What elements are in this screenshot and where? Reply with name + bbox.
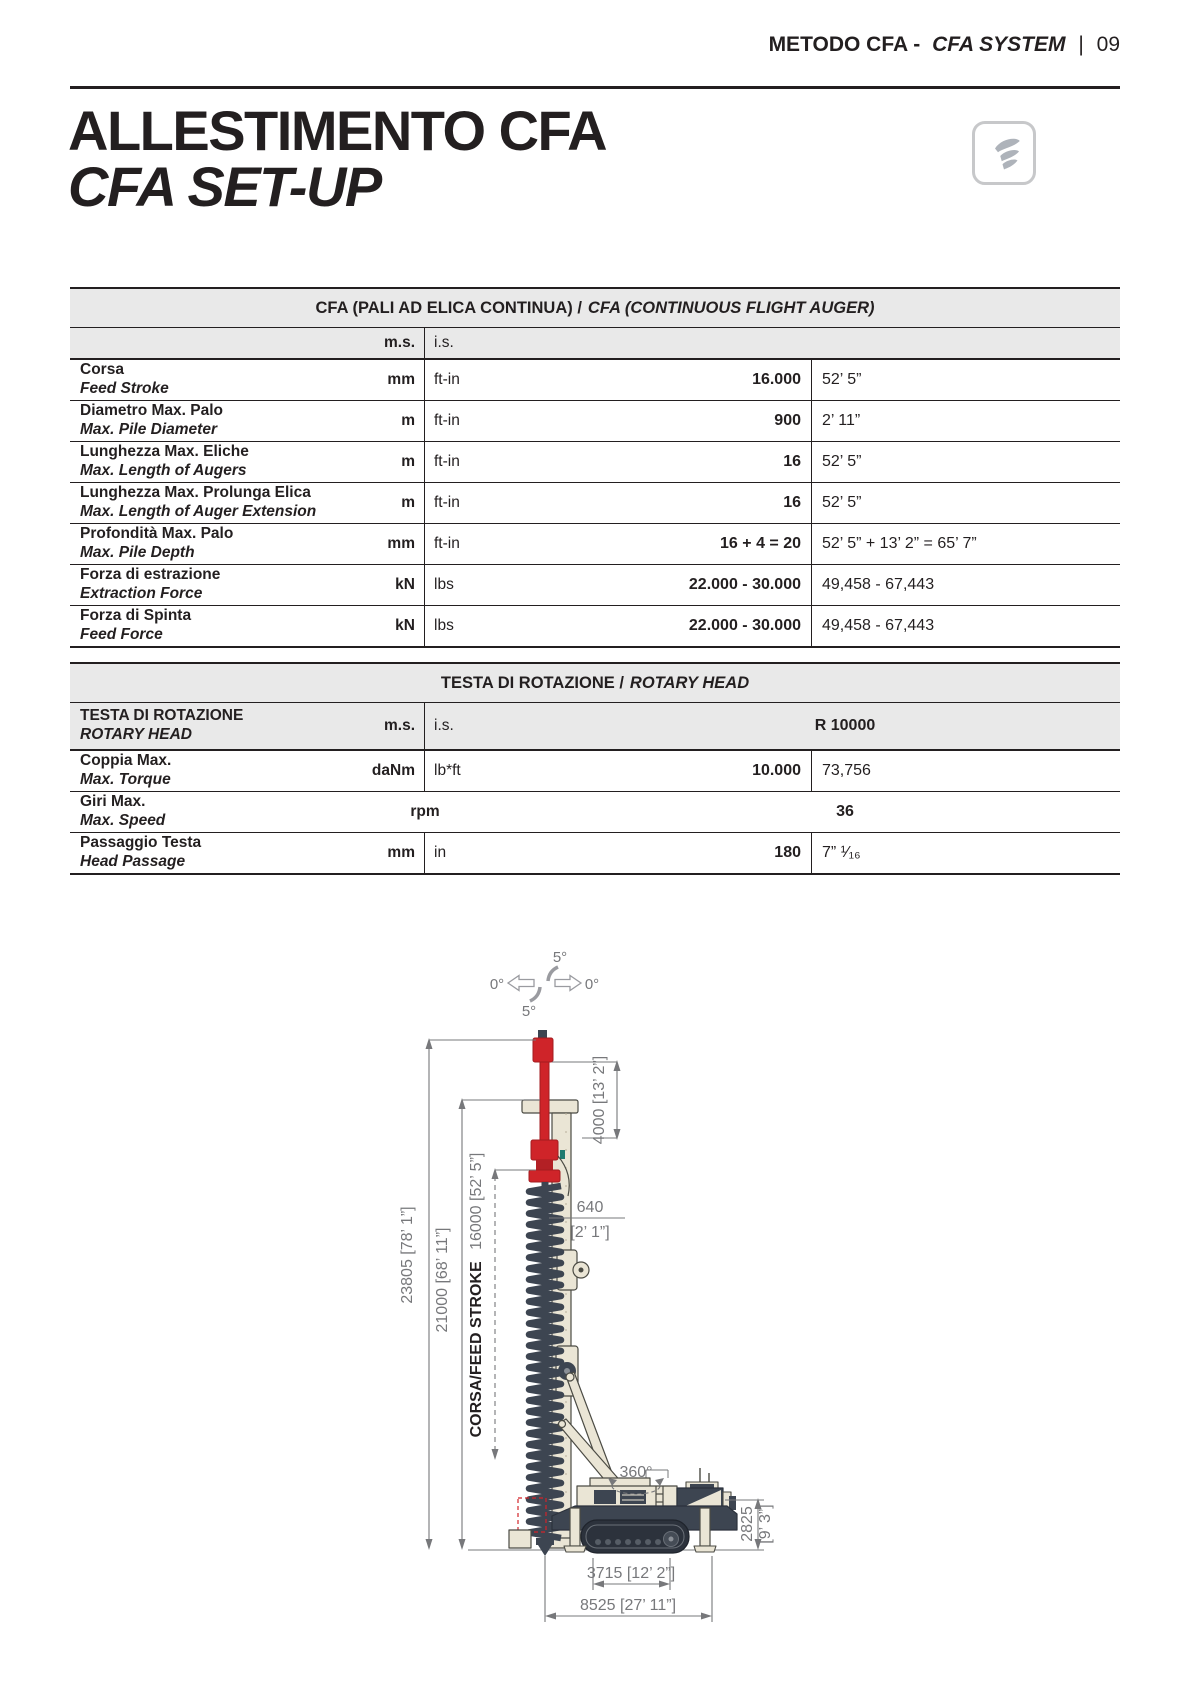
- is-unit: lbs: [424, 565, 500, 605]
- ms-value: 22.000 - 30.000: [688, 576, 801, 593]
- row-label-it: Coppia Max.: [80, 752, 172, 770]
- row-label-en: Max. Length of Augers: [80, 462, 247, 479]
- front-jack: [570, 1508, 580, 1546]
- table-row: [70, 792, 1120, 833]
- row-label-it: Corsa: [80, 361, 124, 379]
- is-unit: ft-in: [424, 360, 500, 400]
- rotary-table-title: [70, 664, 1120, 703]
- dim-feed-stroke: [468, 1153, 485, 1438]
- dim-auger-diameter-ftin: [2’ 1”]: [570, 1224, 610, 1241]
- is-unit: lbs: [424, 606, 500, 646]
- dim-auger-diameter-mm: 640: [576, 1199, 604, 1216]
- tilt-right-arrow-icon: [555, 976, 581, 991]
- header-rule: [70, 86, 1120, 89]
- header-divider: |: [1078, 33, 1084, 56]
- deck-vent: [620, 1490, 646, 1504]
- tilt-left-label: 0°: [489, 976, 505, 993]
- ms-unit: kN: [395, 576, 415, 593]
- tilt-right-label: 0°: [584, 976, 600, 993]
- ms-value: 16: [783, 453, 801, 470]
- table-row: [70, 606, 1120, 646]
- is-value: 52’ 5”: [811, 360, 1120, 400]
- sprocket-hub: [669, 1537, 674, 1542]
- row-label-en: Max. Speed: [80, 812, 166, 829]
- row-label-en: Head Passage: [80, 853, 186, 870]
- is-unit: ft-in: [424, 442, 500, 482]
- page-header: [769, 33, 1120, 57]
- is-value: 49,458 - 67,443: [811, 565, 1120, 605]
- merged-value: 36: [836, 803, 854, 820]
- ms-value: 16 + 4 = 20: [720, 535, 801, 552]
- ms-unit: kN: [395, 617, 415, 634]
- row-label-en: Extraction Force: [80, 585, 203, 602]
- rotary-sub-en: ROTARY HEAD: [80, 726, 192, 743]
- is-unit: in: [424, 833, 500, 873]
- ms-unit: m: [401, 453, 415, 470]
- ms-unit: daNm: [371, 762, 415, 779]
- row-label-it: Diametro Max. Palo: [80, 402, 223, 420]
- is-value: 52’ 5”: [811, 483, 1120, 523]
- page-title-line1: ALLESTIMENTO CFA: [68, 99, 607, 162]
- header-section-label-en: CFA SYSTEM: [932, 33, 1066, 56]
- table-row: [70, 524, 1120, 565]
- table-row: [70, 833, 1120, 873]
- auger-flights: [529, 1186, 561, 1538]
- row-label-en: Max. Torque: [80, 771, 171, 788]
- dim-overall-length: 8525 [27’ 11”]: [579, 1597, 677, 1614]
- dim-track-length: 3715 [12’ 2”]: [586, 1565, 676, 1582]
- is-unit: ft-in: [424, 401, 500, 441]
- dim-feed-stroke-value: 16000 [52’ 5”]: [468, 1152, 485, 1250]
- mast-top-red-column: [540, 1062, 549, 1142]
- front-jack-foot: [564, 1546, 586, 1552]
- rotary-table-title-it: TESTA DI ROTAZIONE /: [440, 673, 624, 692]
- ms-unit: mm: [387, 371, 415, 388]
- ms-unit: m: [401, 412, 415, 429]
- is-value: 7” ¹⁄₁₆: [811, 833, 1120, 873]
- header-section-label: METODO CFA -: [768, 33, 921, 56]
- table-row: [70, 565, 1120, 606]
- rotary-model: R 10000: [814, 717, 876, 734]
- rotary-sub-it: TESTA DI ROTAZIONE: [80, 707, 244, 725]
- tilt-left-arrow-icon: [508, 976, 534, 991]
- row-label-it: Giri Max.: [80, 793, 146, 811]
- merged-unit: rpm: [410, 803, 440, 820]
- rear-jack-foot: [694, 1546, 716, 1552]
- ms-value: 180: [774, 844, 801, 861]
- page-title-line2: CFA SET-UP: [68, 155, 381, 218]
- ms-value: 900: [774, 412, 801, 429]
- is-unit: ft-in: [424, 524, 500, 564]
- dim-feed-stroke-title: CORSA/FEED STROKE: [468, 1261, 485, 1438]
- is-unit: lb*ft: [424, 751, 500, 791]
- tilt-bottom-label: 5°: [521, 1003, 537, 1020]
- pulley-hub: [579, 1268, 584, 1273]
- is-unit: ft-in: [424, 483, 500, 523]
- col-header-ms: m.s.: [383, 334, 415, 351]
- ms-unit: mm: [387, 844, 415, 861]
- row-label-it: Forza di estrazione: [80, 566, 221, 584]
- ms-value: 16.000: [752, 371, 801, 388]
- col-header-is: i.s.: [424, 328, 500, 358]
- row-label-en: Max. Length of Auger Extension: [80, 503, 317, 520]
- tilt-top-label: 5°: [552, 949, 568, 966]
- mast-head: [522, 1100, 578, 1113]
- table-row: [70, 442, 1120, 483]
- ms-unit: m: [401, 494, 415, 511]
- table-row: [70, 360, 1120, 401]
- table-row: [70, 401, 1120, 442]
- rotary-table-title-en: ROTARY HEAD: [629, 673, 750, 692]
- mast-tip-dark: [538, 1030, 547, 1038]
- rotary-head-table: [70, 662, 1120, 875]
- auger-head: [536, 1538, 554, 1545]
- tilt-curve-down-icon: [530, 987, 540, 1001]
- row-label-it: Lunghezza Max. Eliche: [80, 443, 249, 461]
- row-label-en: Max. Pile Diameter: [80, 421, 217, 438]
- is-value: 52’ 5”: [811, 442, 1120, 482]
- cab-window: [594, 1490, 616, 1504]
- row-label-it: Profondità Max. Palo: [80, 525, 234, 543]
- strut-joint-mid: [559, 1421, 566, 1428]
- cfa-table-title-it: CFA (PALI AD ELICA CONTINUA) /: [315, 298, 582, 317]
- col-header-is: i.s.: [424, 703, 500, 749]
- row-label-en: Feed Stroke: [80, 380, 169, 397]
- rotation-label: 360°: [619, 1464, 653, 1481]
- table-row: [70, 483, 1120, 524]
- is-value: 49,458 - 67,443: [811, 606, 1120, 646]
- cfa-table-title: [70, 289, 1120, 328]
- is-value: 73,756: [811, 751, 1120, 791]
- is-value: 52’ 5” + 13’ 2” = 65’ 7”: [811, 524, 1120, 564]
- ms-value: 16: [783, 494, 801, 511]
- strut-joint-top: [566, 1373, 574, 1381]
- cfa-spec-table: [70, 287, 1120, 648]
- row-label-en: Feed Force: [80, 626, 163, 643]
- mast-tilt-indicator: [490, 949, 599, 1020]
- rotary-table-model-header: [70, 703, 1120, 751]
- row-label-en: Max. Pile Depth: [80, 544, 195, 561]
- auger-ribbon-icon: [980, 129, 1028, 177]
- dim-overall-height: 23805 [78’ 1”]: [399, 1206, 416, 1304]
- rear-jack: [700, 1508, 710, 1546]
- table-row: [70, 751, 1120, 792]
- rotary-valve-detail: [560, 1150, 565, 1159]
- cfa-method-logo: [972, 121, 1036, 185]
- dim-mast-height: 21000 [68’ 11”]: [434, 1227, 451, 1333]
- mast-top-red-block: [533, 1038, 553, 1062]
- ms-unit: mm: [387, 535, 415, 552]
- row-label-it: Lunghezza Max. Prolunga Elica: [80, 484, 311, 502]
- cfa-table-unit-header: [70, 328, 1120, 360]
- ms-value: 10.000: [752, 762, 801, 779]
- page-number: 09: [1096, 33, 1120, 56]
- ms-value: 22.000 - 30.000: [688, 617, 801, 634]
- is-value: 2’ 11”: [811, 401, 1120, 441]
- rig-dimension-drawing: [370, 880, 990, 1660]
- cfa-table-title-en: CFA (CONTINUOUS FLIGHT AUGER): [587, 298, 875, 317]
- row-label-it: Passaggio Testa: [80, 834, 202, 852]
- row-label-it: Forza di Spinta: [80, 607, 192, 625]
- dim-body-height-ftin: [9’ 3”]: [757, 1504, 774, 1544]
- col-header-ms: m.s.: [383, 717, 415, 734]
- page-title: [68, 99, 607, 218]
- dim-head-room: 4000 [13’ 2”]: [591, 1055, 608, 1145]
- dim-body-height-mm: 2825: [739, 1506, 756, 1542]
- rig-side-view-svg: [370, 880, 990, 1660]
- auger-cleaner: [509, 1530, 531, 1548]
